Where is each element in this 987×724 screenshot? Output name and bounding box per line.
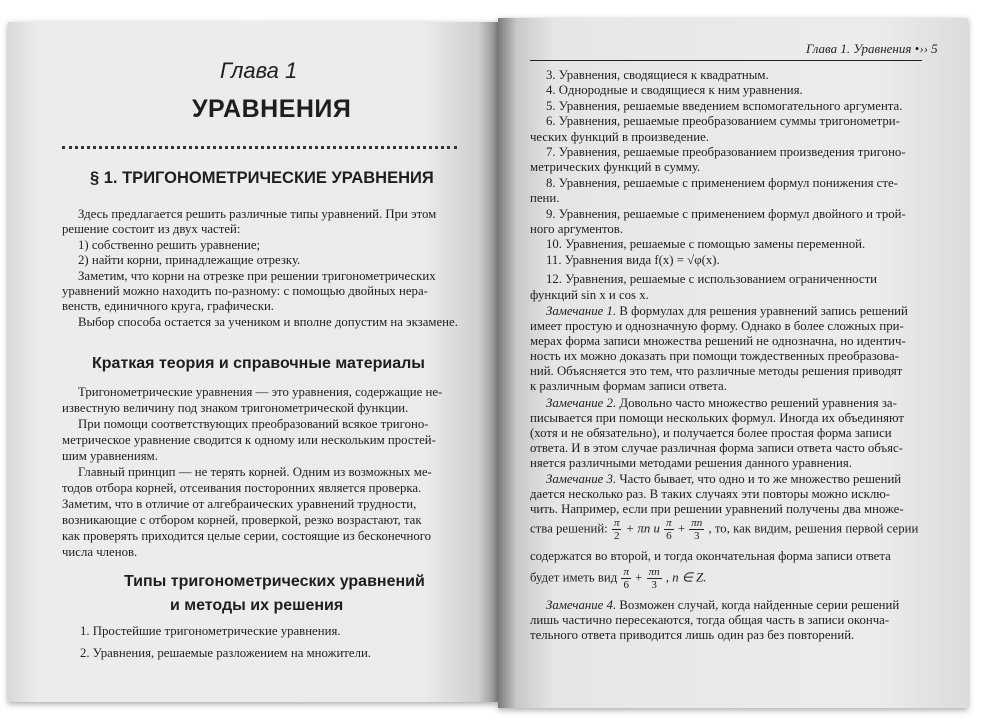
text-line: ческих функций в произведение. (530, 130, 709, 144)
text: будет иметь вид (530, 570, 621, 585)
types-heading-line2: и методы их решения (170, 597, 344, 614)
text-line (530, 487, 890, 502)
text: мерах форма записи множества решений не однозначна, но идентич- (530, 334, 906, 348)
text-line (530, 628, 854, 643)
text: дается несколько раз. В таких случаях эти повторы можно исклю- (530, 487, 891, 501)
text-line (530, 502, 904, 517)
text-line: При помощи соответствующих преобразований всякое тригоно- (78, 417, 429, 431)
text-line: известную величину под знаком тригонометрической функции. (62, 401, 409, 415)
text: чить. Например, если при решении уравнений получены два множе- (530, 502, 904, 516)
text-line (530, 364, 902, 379)
text-line: Выбор способа остается за учеником и вполне допустим на экзамене. (78, 315, 458, 329)
text-line (530, 411, 904, 426)
text-line: венств, единичного круга, графически. (62, 299, 275, 313)
text-line: числа членов. (62, 545, 138, 559)
chapter-title: УРАВНЕНИЯ (192, 95, 352, 123)
denominator: 6 (623, 579, 629, 591)
text: , то, как видим, решения первой серии (708, 521, 919, 536)
plus: + (677, 521, 686, 536)
remark-first-line (546, 598, 899, 613)
text: Довольно часто множество решений уравнения за- (616, 396, 897, 410)
text: к различным формам записи ответа. (530, 379, 727, 393)
denominator: 3 (651, 579, 657, 591)
text-line: метрических функций в сумму. (530, 160, 701, 174)
text: ность их можно доказать при помощи тождественных преобразова- (530, 349, 899, 363)
remark-label: Замечание 3. (546, 472, 617, 486)
remark-first-line (546, 472, 901, 487)
text-line: 11. Уравнения вида f(x) = √φ(x). (546, 253, 720, 267)
text-line: как проверять приходится целые серии, состоящие из бесконечного (62, 529, 432, 543)
text-line: Главный принцип — не терять корней. Одним из возможных ме- (78, 465, 432, 479)
numerator: π (613, 517, 620, 529)
numerator: πn (648, 566, 660, 578)
text-line: 2) найти корни, принадлежащие отрезку. (78, 253, 301, 267)
text-line (530, 349, 899, 364)
text: писывается при помощи нескольких формул. Иногда их объединяют (530, 411, 904, 425)
after-formula: содержатся во второй, и тогда окончательная форма записи ответа (530, 549, 891, 563)
text-line: 3. Уравнения, сводящиеся к квадратным. (546, 68, 769, 82)
numerator: π (623, 566, 629, 578)
text-line: 6. Уравнения, решаемые преобразованием суммы тригонометри- (546, 114, 900, 128)
text-line: 7. Уравнения, решаемые преобразованием произведения тригоно- (546, 145, 906, 159)
text-line (530, 441, 903, 456)
section-title: § 1. ТРИГОНОМЕТРИЧЕСКИЕ УРАВНЕНИЯ (90, 169, 434, 187)
formula-line-1 (530, 517, 918, 542)
numerator: π (666, 517, 672, 529)
text: Часто бывает, что одно и то же множество решений (616, 472, 902, 486)
text: , n ∈ Z. (665, 570, 707, 585)
text-line: возникающие с отбором корней, проверкой, резко возрастают, так (62, 513, 422, 527)
text-line (530, 319, 904, 334)
text-line: 8. Уравнения, решаемые с применением формул понижения сте- (546, 176, 898, 190)
theory-heading: Краткая теория и справочные материалы (92, 355, 425, 372)
text: имеет простую и однозначную форму. Однако в более сложных при- (530, 319, 904, 333)
text: няется различными методами решения данного уравнения. (530, 456, 852, 470)
text-line: 2. Уравнения, решаемые разложением на множители. (80, 646, 372, 660)
denominator: 2 (613, 530, 620, 542)
text-line (530, 426, 892, 441)
fraction (689, 517, 704, 542)
chapter-label: Глава 1 (220, 58, 298, 83)
text-line: пени. (530, 191, 560, 205)
denominator: 3 (694, 530, 700, 542)
text-line: тодов отбора корней, отсеивания посторонних является проверка. (62, 481, 422, 495)
running-header: Глава 1. Уравнения •›› 5 (806, 41, 938, 56)
text-line (530, 379, 727, 394)
text: лишь частично пересекаются, тогда общая часть в записи оконча- (530, 613, 890, 627)
text-line: 1. Простейшие тригонометрические уравнения. (80, 624, 341, 638)
fraction (664, 517, 674, 542)
fraction (612, 517, 622, 542)
text: + πn и (625, 521, 664, 536)
text-line: 10. Уравнения, решаемые с помощью замены переменной. (546, 237, 866, 251)
remark-label: Замечание 4. (546, 598, 617, 612)
remark-label: Замечание 2. (546, 396, 617, 410)
dotted-divider (62, 146, 457, 149)
text-line: метрическое уравнение сводится к одному или нескольким простей- (62, 433, 436, 447)
text-line: решение состоит из двух частей: (62, 222, 241, 236)
text: Возможен случай, когда найденные серии решений (616, 598, 900, 612)
text: В формулах для решения уравнений запись решений (616, 304, 908, 318)
text-line: функций sin x и cos x. (530, 288, 649, 302)
text-line: 1) собственно решить уравнение; (78, 238, 261, 252)
text-line: Здесь предлагается решить различные типы уравнений. При этом (78, 207, 437, 221)
text: ства решений: (530, 521, 611, 536)
text-line: Заметим, что в отличие от алгебраических уравнений трудности, (62, 497, 417, 511)
numerator: πn (691, 517, 703, 529)
formula-line-2 (530, 566, 706, 591)
text-line: Тригонометрические уравнения — это уравнения, содержащие не- (78, 385, 443, 399)
fraction (621, 566, 631, 591)
text-line: ного аргументов. (530, 222, 624, 236)
remark-label: Замечание 1. (546, 304, 617, 318)
text-line (530, 334, 906, 349)
remark-first-line (546, 304, 908, 319)
types-heading-line1: Типы тригонометрических уравнений (124, 573, 425, 590)
text-line (530, 456, 852, 471)
fraction (647, 566, 662, 591)
text-line: 12. Уравнения, решаемые с использованием ограниченности (546, 272, 878, 286)
denominator: 6 (666, 530, 672, 542)
text: тельного ответа приводится лишь один раз без повторений. (530, 628, 855, 642)
text-line: 4. Однородные и сводящиеся к ним уравнения. (546, 83, 803, 97)
text-line: 9. Уравнения, решаемые с применением формул двойного и трой- (546, 207, 906, 221)
plus: + (635, 570, 643, 585)
text-line: уравнений можно находить по-разному: с помощью двойных нера- (62, 284, 428, 298)
text-line: Заметим, что корни на отрезке при решении тригонометрических (78, 269, 436, 283)
remark-first-line (546, 396, 897, 411)
header-rule (530, 60, 922, 61)
text: ответа. И в этом случае различная форма записи ответа часто объяс- (530, 441, 903, 455)
text-line: 5. Уравнения, решаемые введением вспомогательного аргумента. (546, 99, 903, 113)
text-line (530, 613, 889, 628)
text: ний. Объясняется это тем, что различные методы решения приводят (530, 364, 903, 378)
text: (хотя и не обязательно), и получается более простая форма записи (530, 426, 892, 440)
text-line: шим уравнениям. (62, 449, 158, 463)
